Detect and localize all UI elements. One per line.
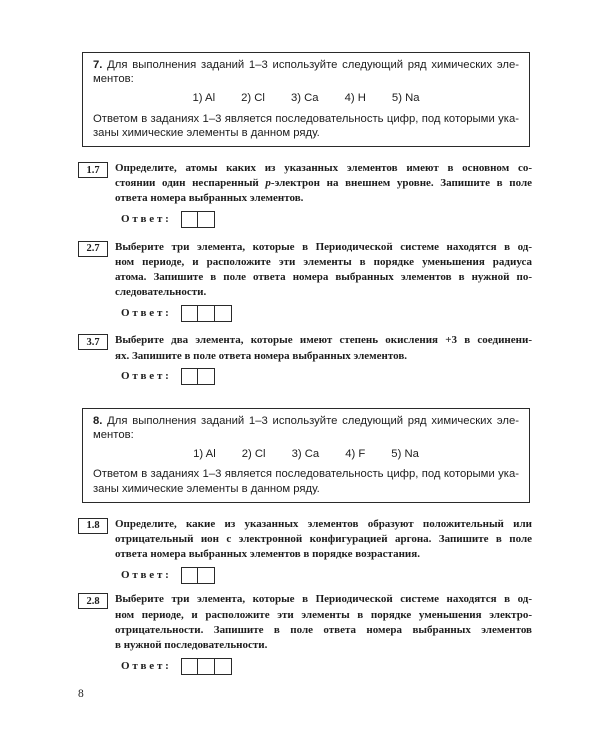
- task-set-intro-text: Для выполнения заданий 1–3 используйте следующий ряд химических эле-: [107, 414, 520, 427]
- task-set-intro-line: ментов:: [93, 429, 134, 442]
- task-text-line: Выберите три элемента, которые в Периодической системе находятся в од-: [115, 593, 532, 606]
- elements-row: [93, 91, 519, 105]
- answer-row: [115, 566, 532, 584]
- answer-row: [115, 657, 532, 675]
- element-option: 4) F: [345, 448, 366, 461]
- answer-cell: [214, 658, 232, 675]
- answer-cell: [197, 567, 215, 584]
- task-body: [115, 161, 532, 229]
- task-number-box: 3.7: [78, 334, 108, 350]
- task-set-number: 8.: [93, 414, 103, 427]
- task-text-line: ответа номера выбранных элементов в порядке возрастания.: [115, 548, 420, 561]
- element-option: 1) Al: [193, 448, 216, 461]
- elements-row: [93, 447, 519, 461]
- task-body: [115, 240, 532, 323]
- task-set-intro-line: [93, 414, 519, 428]
- answer-format-note-line: Ответом в заданиях 1–3 является последовательность цифр, под которыми ука-: [93, 112, 519, 125]
- answer-label: Ответ:: [121, 213, 172, 226]
- task-1-7: [78, 161, 600, 229]
- task-set-intro-text: Для выполнения заданий 1–3 используйте следующий ряд химических эле-: [107, 59, 520, 71]
- task-body: [115, 333, 532, 385]
- task-body: [115, 517, 532, 585]
- task-number-box: 1.7: [78, 162, 108, 178]
- answer-cell: [181, 211, 199, 228]
- answer-cells: [181, 658, 233, 675]
- element-option: 1) Al: [192, 92, 216, 105]
- answer-cell: [197, 658, 215, 675]
- task-1-8: [78, 517, 600, 585]
- element-option: 3) Ca: [290, 92, 319, 105]
- answer-cell: [197, 305, 215, 322]
- task-text-line: Определите, атомы каких из указанных элементов имеют в основном со-: [115, 162, 532, 175]
- task-3-7: [78, 333, 600, 385]
- task-number-box: 2.7: [78, 241, 108, 257]
- answer-row: [115, 368, 532, 386]
- answer-label: Ответ:: [121, 306, 172, 319]
- element-option: 5) Na: [391, 448, 419, 461]
- answer-cell: [181, 567, 199, 584]
- answer-label: Ответ:: [121, 659, 172, 672]
- task-2-7: [78, 240, 600, 323]
- task-text-italic-segment: p: [265, 177, 271, 190]
- task-2-8: [78, 592, 600, 675]
- element-option: 5) Na: [391, 92, 420, 105]
- task-text-line: ях. Запишите в поле ответа номера выбранных элементов.: [115, 349, 408, 362]
- task-text-line: ном периоде, и расположите эти элементы в порядке уменьшения электро-: [115, 608, 532, 621]
- answer-format-note-line: Ответом в заданиях 1–3 является последовательность цифр, под которыми ука-: [93, 468, 519, 481]
- task-text-line: ном периоде, и расположите эти элементы в порядке уменьшения радиуса: [115, 255, 532, 268]
- answer-cell: [181, 368, 199, 385]
- answer-cells: [181, 211, 216, 228]
- task-text-line: в нужной последовательности.: [115, 639, 268, 652]
- task-text-line: Выберите три элемента, которые в Периодической системе находятся в од-: [115, 240, 532, 253]
- element-option: 3) Ca: [291, 448, 320, 461]
- task-set-number: 7.: [93, 59, 103, 71]
- answer-row: [115, 304, 532, 322]
- task-text-line: отрицательный ион с электронной конфигурацией аргона. Запишите в поле: [115, 533, 532, 546]
- task-text-line: Определите, какие из указанных элементов образуют положительный или: [115, 517, 532, 530]
- task-text-line: атома. Запишите в поле ответа номера выбранных элементов в нужной по-: [115, 271, 532, 284]
- task-text-line: отрицательности. Запишите в поле ответа номера выбранных элементов: [115, 623, 532, 636]
- answer-format-note-line: заны химические элементы в данном ряду.: [93, 482, 320, 495]
- task-text-line: ответа номера выбранных элементов.: [115, 192, 304, 205]
- answer-cell: [181, 658, 199, 675]
- answer-row: [115, 211, 532, 229]
- element-option: 2) Cl: [241, 92, 265, 105]
- answer-cell: [197, 368, 215, 385]
- answer-format-note-line: заны химические элементы в данном ряду.: [93, 126, 320, 139]
- task-text-line: Выберите два элемента, которые имеют степень окисления +3 в соединени-: [115, 334, 532, 347]
- task-text-segment: стоянии один неспаренный: [115, 177, 266, 190]
- answer-cell: [181, 305, 199, 322]
- task-body: [115, 592, 532, 675]
- answer-cell: [214, 305, 232, 322]
- answer-cells: [181, 305, 233, 322]
- task-text-line: [115, 176, 532, 191]
- task-set-7-box: [82, 52, 530, 147]
- task-set-intro-line: ментов:: [93, 73, 134, 86]
- task-number-box: 1.8: [78, 518, 108, 534]
- answer-label: Ответ:: [121, 370, 172, 383]
- task-text-segment: -электрон на внешнем уровне. Запишите в поле: [270, 177, 532, 190]
- answer-label: Ответ:: [121, 568, 172, 581]
- task-set-intro-line: [93, 58, 519, 72]
- page-number: 8: [78, 688, 84, 701]
- answer-cell: [197, 211, 215, 228]
- task-number-box: 2.8: [78, 593, 108, 609]
- element-option: 4) H: [344, 92, 366, 105]
- task-text-line: следовательности.: [115, 286, 207, 299]
- element-option: 2) Cl: [241, 448, 266, 461]
- task-set-8-box: [82, 408, 530, 503]
- answer-cells: [181, 368, 216, 385]
- answer-cells: [181, 567, 216, 584]
